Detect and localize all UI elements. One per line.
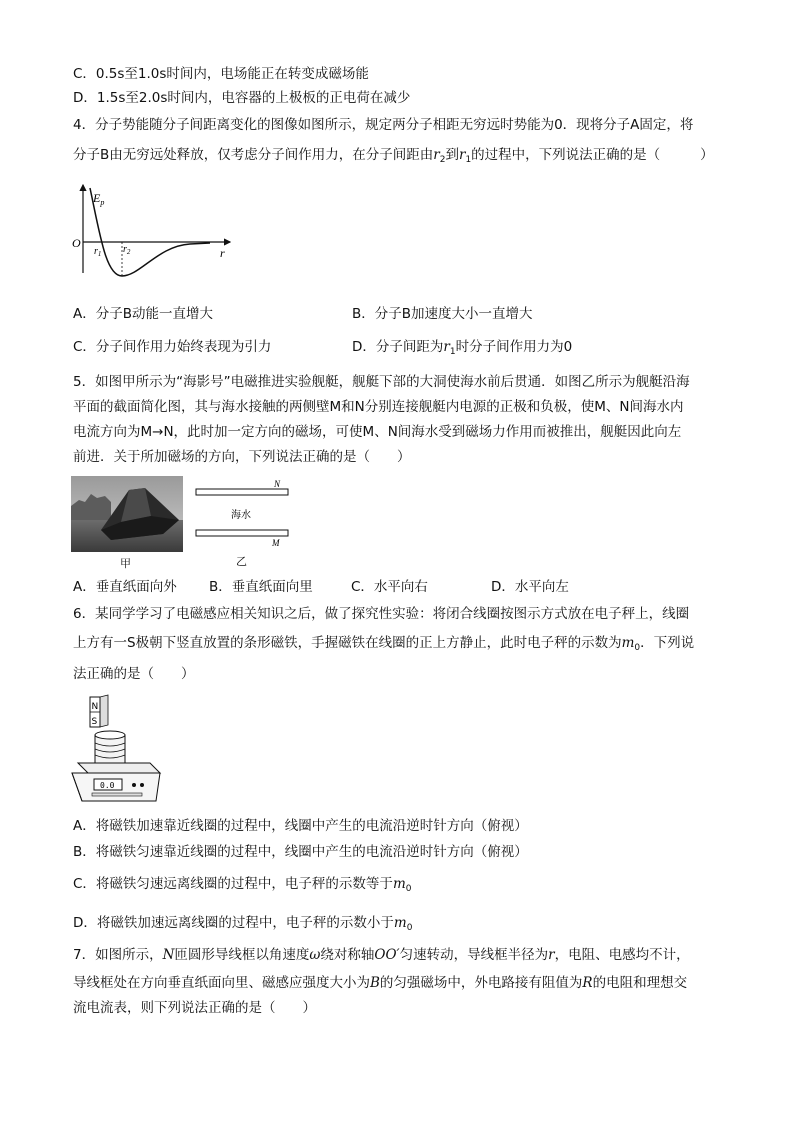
hull-cross-section (192, 478, 292, 550)
potential-curve (90, 188, 210, 276)
q7-stem-line2: 导线框处在方向垂直纸面向里、磁感应强度大小为B的匀强磁场中，外电路接有阻值为R的电阻和理想交 (73, 975, 688, 991)
magnet-s-label: S (91, 717, 98, 727)
q4-option-b: B．分子B加速度大小一直增大 (352, 306, 533, 322)
r2-label: $r_2$ (123, 244, 131, 256)
q5-stem-line1: 5．如图甲所示为“海影号”电磁推进实验舰艇，舰艇下部的大洞使海水前后贯通．如图乙所示为舰艇沿海 (73, 374, 690, 390)
figure-jia-label: 甲 (120, 557, 131, 570)
figure-yi-label: 乙 (236, 555, 247, 568)
q7-stem-line1: 7．如图所示，N匝圆形导线框以角速度ω绕对称轴OO′匀速转动，导线框半径为r，电阻、电感均不计， (73, 947, 690, 963)
scale-display-value: 0.0 (100, 781, 115, 790)
magnet-n-label: N (91, 702, 99, 712)
n-label: N (274, 479, 281, 489)
x-axis-label: r (220, 246, 225, 260)
coil (95, 731, 125, 766)
q4-option-c: C．分子间作用力始终表现为引力 (73, 339, 272, 355)
q4-stem-line1: 4．分子势能随分子间距离变化的图像如图所示，规定两分子相距无穷远时势能为0．现将分子A固定，将 (73, 117, 694, 133)
q5-option-c: C．水平向右 (351, 579, 428, 595)
q5-option-b: B．垂直纸面向里 (209, 579, 313, 595)
q4-stem-line2: 分子B由无穷远处释放，仅考虑分子间作用力，在分子间距由$r_2$到$r_1$的过程中，下列说法正确的是（ ） (73, 147, 714, 165)
scale-magnet-figure (68, 693, 164, 805)
q6-stem-line3: 法正确的是（ ） (73, 666, 195, 682)
seawater-label: 海水 (231, 510, 251, 521)
q6-stem-line1: 6．某同学学习了电磁感应相关知识之后，做了探究性实验：将闭合线圈按图示方式放在电子秤上，线圈 (73, 606, 690, 622)
q6-option-d: D．将磁铁加速远离线圈的过程中，电子秤的示数小于$m_0$ (73, 915, 413, 933)
y-axis-label: $E_p$ (93, 191, 105, 207)
q4-option-a: A．分子B动能一直增大 (73, 306, 213, 322)
q6-option-a: A．将磁铁加速靠近线圈的过程中，线圈中产生的电流沿逆时针方向（俯视） (73, 818, 528, 834)
q6-option-c: C．将磁铁匀速远离线圈的过程中，电子秤的示数等于$m_0$ (73, 876, 412, 894)
r1-label: $r_1$ (94, 246, 102, 258)
ship-photo (71, 476, 183, 552)
q5-stem-line3: 电流方向为M→N，此时加一定方向的磁场，可使M、N间海水受到磁场力作用而被推出，舰艇因此向左 (73, 424, 682, 440)
wall-m (196, 530, 288, 536)
potential-energy-graph (70, 180, 240, 280)
q6-stem-line2: 上方有一S极朝下竖直放置的条形磁铁，手握磁铁在线圈的正上方静止，此时电子秤的示数为$m_0$．下列说 (73, 635, 695, 653)
scale-button (132, 783, 136, 787)
m-label: M (272, 538, 280, 548)
q5-stem-line2: 平面的截面简化图，其与海水接触的两侧壁M和N分别连接舰艇内电源的正极和负极，使M、N间海水内 (73, 399, 684, 415)
electronic-scale (72, 763, 160, 801)
origin-label: O (72, 236, 81, 250)
q5-stem-line4: 前进．关于所加磁场的方向，下列说法正确的是（ ） (73, 449, 411, 465)
prev-option-c: C．0.5s至1.0s时间内，电场能正在转变成磁场能 (73, 66, 369, 82)
q5-option-d: D．水平向左 (491, 579, 569, 595)
wall-n (196, 489, 288, 495)
q5-option-a: A．垂直纸面向外 (73, 579, 177, 595)
q7-stem-line3: 流电流表，则下列说法正确的是（ ） (73, 1000, 316, 1016)
scale-button (140, 783, 144, 787)
q6-option-b: B．将磁铁匀速靠近线圈的过程中，线圈中产生的电流沿逆时针方向（俯视） (73, 844, 528, 860)
q4-option-d: D．分子间距为$r_1$时分子间作用力为0 (352, 339, 573, 357)
prev-option-d: D．1.5s至2.0s时间内，电容器的上极板的正电荷在减少 (73, 90, 411, 106)
